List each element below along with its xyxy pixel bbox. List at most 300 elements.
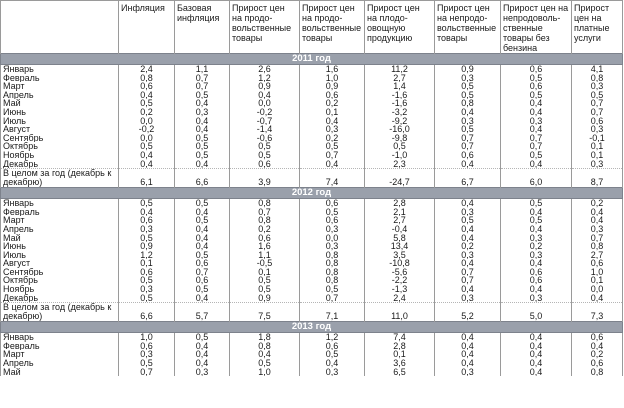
month-cell: Январь [1, 333, 119, 342]
year-header-row [1, 54, 623, 65]
month-cell: Апрель [1, 225, 119, 234]
value-cell: 0,2 [572, 350, 623, 359]
total-value-cell: 5,2 [435, 303, 501, 322]
value-cell: 2,4 [365, 294, 435, 303]
value-cell: 0,2 [300, 99, 365, 108]
total-value-cell: 6,6 [119, 303, 175, 322]
table-row [1, 125, 623, 134]
value-cell: 0,5 [501, 91, 572, 100]
value-cell: 0,6 [230, 160, 300, 169]
month-cell: Март [1, 350, 119, 359]
value-cell: 0,3 [119, 285, 175, 294]
total-label-cell: В целом за год (декабрь к декабрю) [1, 303, 119, 322]
value-cell: -0,1 [572, 134, 623, 143]
total-value-cell: 6,7 [435, 169, 501, 188]
value-cell: 0,3 [300, 368, 365, 377]
value-cell: 0,4 [501, 368, 572, 377]
total-value-cell: 7,4 [300, 169, 365, 188]
value-cell: 0,4 [119, 151, 175, 160]
month-cell: Январь [1, 65, 119, 74]
value-cell: 0,4 [501, 333, 572, 342]
value-cell: 0,4 [435, 285, 501, 294]
value-cell: 0,5 [230, 359, 300, 368]
value-cell: 0,3 [572, 125, 623, 134]
table-row [1, 134, 623, 143]
value-cell: 0,4 [572, 294, 623, 303]
value-cell: 0,6 [230, 234, 300, 243]
header-nonfood-goods: Прирост цен на непродо-вольственные товары [435, 1, 501, 54]
total-value-cell: 8,7 [572, 169, 623, 188]
value-cell: 1,4 [365, 82, 435, 91]
month-cell: Март [1, 216, 119, 225]
table-row [1, 216, 623, 225]
value-cell: 0,4 [435, 160, 501, 169]
value-cell: 0,4 [501, 285, 572, 294]
value-cell: 0,4 [230, 91, 300, 100]
value-cell: 0,5 [175, 91, 230, 100]
value-cell: 0,4 [175, 125, 230, 134]
table-row [1, 294, 623, 303]
total-value-cell: -24,7 [365, 169, 435, 188]
value-cell: 0,5 [175, 285, 230, 294]
value-cell: 0,3 [572, 160, 623, 169]
table-row [1, 151, 623, 160]
value-cell: 0,6 [572, 359, 623, 368]
value-cell: 0,1 [572, 151, 623, 160]
value-cell: 0,6 [119, 268, 175, 277]
value-cell: 3,6 [365, 359, 435, 368]
value-cell: -16,0 [365, 125, 435, 134]
value-cell: 0,4 [501, 125, 572, 134]
header-fruit-veg: Прирост цен на плодо-овощную продукцию [365, 1, 435, 54]
value-cell: 0,7 [572, 234, 623, 243]
value-cell: 0,0 [230, 99, 300, 108]
month-cell: Сентябрь [1, 134, 119, 143]
month-cell: Май [1, 368, 119, 377]
value-cell: -0,6 [230, 134, 300, 143]
value-cell: 0,4 [501, 225, 572, 234]
header-inflation: Инфляция [119, 1, 175, 54]
value-cell: 13,4 [365, 242, 435, 251]
value-cell: 0,4 [435, 225, 501, 234]
value-cell: 5,8 [365, 234, 435, 243]
value-cell: 0,3 [119, 350, 175, 359]
total-value-cell: 3,9 [230, 169, 300, 188]
value-cell: 0,6 [572, 333, 623, 342]
table-row [1, 350, 623, 359]
value-cell: 0,4 [435, 333, 501, 342]
table-row [1, 368, 623, 377]
value-cell: 0,7 [435, 134, 501, 143]
value-cell: 7,4 [365, 333, 435, 342]
value-cell: 0,5 [175, 251, 230, 260]
value-cell: 0,4 [501, 259, 572, 268]
value-cell: 0,8 [300, 268, 365, 277]
value-cell: -2,2 [365, 276, 435, 285]
value-cell: 0,6 [501, 65, 572, 74]
value-cell: 0,4 [175, 359, 230, 368]
value-cell: -0,7 [230, 117, 300, 126]
value-cell: 0,5 [300, 208, 365, 217]
value-cell: 0,8 [572, 242, 623, 251]
value-cell: 0,5 [119, 142, 175, 151]
value-cell: 0,4 [175, 294, 230, 303]
value-cell: 0,1 [300, 108, 365, 117]
value-cell: 0,8 [230, 216, 300, 225]
value-cell: 0,4 [175, 99, 230, 108]
value-cell: 0,3 [435, 251, 501, 260]
value-cell: -1,3 [365, 285, 435, 294]
value-cell: 0,5 [119, 294, 175, 303]
table-row [1, 234, 623, 243]
value-cell: 0,9 [230, 82, 300, 91]
month-cell: Апрель [1, 359, 119, 368]
value-cell: -5,6 [365, 268, 435, 277]
year-label: 2011 год [1, 54, 623, 65]
value-cell: 0,0 [300, 234, 365, 243]
value-cell: 1,0 [300, 74, 365, 83]
value-cell: 0,4 [300, 359, 365, 368]
value-cell: 1,1 [230, 251, 300, 260]
table-body [1, 54, 623, 377]
total-value-cell: 7,1 [300, 303, 365, 322]
value-cell: 0,4 [175, 160, 230, 169]
header-paid-services: Прирост цен на платные услуги [572, 1, 623, 54]
value-cell: 0,7 [175, 268, 230, 277]
table-row [1, 285, 623, 294]
value-cell: 0,3 [435, 368, 501, 377]
value-cell: 0,5 [501, 216, 572, 225]
value-cell: -10,8 [365, 259, 435, 268]
value-cell: 11,2 [365, 65, 435, 74]
value-cell: 0,9 [435, 65, 501, 74]
total-value-cell: 7,3 [572, 303, 623, 322]
total-value-cell: 11,0 [365, 303, 435, 322]
value-cell: 0,4 [435, 108, 501, 117]
value-cell: 0,4 [175, 225, 230, 234]
value-cell: 0,6 [119, 216, 175, 225]
value-cell: 0,9 [300, 82, 365, 91]
value-cell: 0,5 [119, 359, 175, 368]
value-cell: 0,4 [175, 342, 230, 351]
month-cell: Ноябрь [1, 151, 119, 160]
value-cell: 0,7 [435, 142, 501, 151]
value-cell: 0,7 [119, 368, 175, 377]
value-cell: 0,3 [300, 242, 365, 251]
month-cell: Апрель [1, 91, 119, 100]
month-cell: Январь [1, 199, 119, 208]
month-cell: Август [1, 125, 119, 134]
value-cell: -1,6 [365, 99, 435, 108]
value-cell: -1,6 [365, 91, 435, 100]
value-cell: 0,4 [435, 234, 501, 243]
value-cell: 0,5 [175, 151, 230, 160]
month-cell: Март [1, 82, 119, 91]
month-cell: Июль [1, 117, 119, 126]
value-cell: 0,4 [175, 234, 230, 243]
value-cell: 0,5 [175, 199, 230, 208]
table-row [1, 108, 623, 117]
table-row [1, 199, 623, 208]
value-cell: 0,0 [119, 117, 175, 126]
value-cell: 0,7 [572, 108, 623, 117]
value-cell: 0,6 [501, 82, 572, 91]
value-cell: 0,6 [572, 117, 623, 126]
value-cell: 0,5 [119, 234, 175, 243]
value-cell: 0,4 [119, 91, 175, 100]
value-cell: 0,4 [230, 350, 300, 359]
value-cell: 0,5 [119, 99, 175, 108]
value-cell: 0,1 [572, 142, 623, 151]
value-cell: 0,3 [435, 74, 501, 83]
value-cell: -9,2 [365, 117, 435, 126]
value-cell: 0,3 [119, 225, 175, 234]
value-cell: 0,5 [175, 333, 230, 342]
value-cell: 0,3 [501, 251, 572, 260]
value-cell: 0,5 [435, 91, 501, 100]
table-row [1, 342, 623, 351]
value-cell: 0,4 [435, 350, 501, 359]
value-cell: 6,5 [365, 368, 435, 377]
table-row [1, 99, 623, 108]
value-cell: 0,5 [501, 74, 572, 83]
month-cell: Декабрь [1, 294, 119, 303]
table-row [1, 160, 623, 169]
month-cell: Октябрь [1, 276, 119, 285]
value-cell: 0,3 [300, 225, 365, 234]
month-cell: Май [1, 234, 119, 243]
value-cell: 2,7 [365, 74, 435, 83]
value-cell: 0,5 [300, 350, 365, 359]
value-cell: 0,4 [175, 242, 230, 251]
month-cell: Ноябрь [1, 285, 119, 294]
value-cell: 1,8 [230, 333, 300, 342]
value-cell: 0,7 [435, 268, 501, 277]
value-cell: 0,5 [175, 216, 230, 225]
value-cell: 0,3 [572, 225, 623, 234]
value-cell: 0,4 [119, 208, 175, 217]
total-value-cell: 6,0 [501, 169, 572, 188]
value-cell: 0,4 [572, 216, 623, 225]
value-cell: 0,7 [572, 99, 623, 108]
value-cell: 0,3 [435, 117, 501, 126]
value-cell: -1,4 [230, 125, 300, 134]
value-cell: 0,4 [572, 208, 623, 217]
year-total-row [1, 303, 623, 322]
value-cell: 0,6 [119, 82, 175, 91]
value-cell: 0,6 [572, 259, 623, 268]
value-cell: 0,4 [175, 208, 230, 217]
value-cell: 0,4 [435, 199, 501, 208]
value-cell: 0,8 [300, 259, 365, 268]
value-cell: 0,3 [175, 108, 230, 117]
table-header [1, 1, 623, 54]
value-cell: 1,0 [230, 368, 300, 377]
value-cell: 0,4 [435, 342, 501, 351]
value-cell: 0,2 [300, 134, 365, 143]
table-row [1, 259, 623, 268]
value-cell: 2,8 [365, 342, 435, 351]
table-row [1, 359, 623, 368]
value-cell: 0,3 [435, 294, 501, 303]
value-cell: 0,6 [119, 342, 175, 351]
header-month [1, 1, 119, 54]
table-row [1, 208, 623, 217]
header-base-inflation: Базовая инфляция [175, 1, 230, 54]
header-food-goods: Прирост цен на продо-вольственные товары [230, 1, 300, 54]
value-cell: 0,5 [365, 142, 435, 151]
value-cell: 2,6 [230, 65, 300, 74]
value-cell: 0,7 [501, 134, 572, 143]
value-cell: 0,7 [300, 151, 365, 160]
value-cell: 0,2 [230, 225, 300, 234]
table-row [1, 276, 623, 285]
value-cell: 2,3 [365, 160, 435, 169]
value-cell: 0,3 [572, 82, 623, 91]
value-cell: -0,5 [230, 259, 300, 268]
value-cell: 0,3 [435, 208, 501, 217]
value-cell: 0,3 [175, 368, 230, 377]
total-value-cell: 5,7 [175, 303, 230, 322]
value-cell: 0,1 [365, 350, 435, 359]
value-cell: 3,5 [365, 251, 435, 260]
value-cell: 0,8 [572, 368, 623, 377]
month-cell: Февраль [1, 208, 119, 217]
value-cell: 1,0 [572, 268, 623, 277]
value-cell: 0,4 [435, 259, 501, 268]
table-row [1, 242, 623, 251]
total-value-cell: 7,5 [230, 303, 300, 322]
value-cell: 0,6 [300, 91, 365, 100]
value-cell: 0,4 [501, 208, 572, 217]
header-food-goods-2: Прирост цен на продо-вольственные товары [300, 1, 365, 54]
value-cell: 0,6 [300, 216, 365, 225]
value-cell: -1,0 [365, 151, 435, 160]
value-cell: 0,8 [300, 251, 365, 260]
value-cell: 0,2 [572, 199, 623, 208]
value-cell: 0,8 [230, 199, 300, 208]
table-row [1, 251, 623, 260]
value-cell: 0,6 [501, 268, 572, 277]
table-row [1, 142, 623, 151]
month-cell: Декабрь [1, 160, 119, 169]
month-cell: Июнь [1, 108, 119, 117]
value-cell: 0,3 [300, 125, 365, 134]
value-cell: 0,8 [572, 74, 623, 83]
value-cell: 0,9 [119, 242, 175, 251]
value-cell: 0,1 [572, 276, 623, 285]
header-nonfood-no-fuel: Прирост цен на непродоволь-ственные товары без бензина [501, 1, 572, 54]
value-cell: 0,8 [119, 74, 175, 83]
value-cell: 1,1 [175, 65, 230, 74]
value-cell: 0,9 [230, 294, 300, 303]
value-cell: 0,5 [175, 142, 230, 151]
table-row [1, 225, 623, 234]
total-value-cell: 5,0 [501, 303, 572, 322]
month-cell: Июнь [1, 242, 119, 251]
value-cell: 0,7 [175, 74, 230, 83]
value-cell: 2,1 [365, 208, 435, 217]
table-row [1, 333, 623, 342]
value-cell: 0,2 [435, 242, 501, 251]
month-cell: Февраль [1, 74, 119, 83]
month-cell: Май [1, 99, 119, 108]
value-cell: 4,1 [572, 65, 623, 74]
value-cell: 0,5 [230, 285, 300, 294]
value-cell: 2,7 [572, 251, 623, 260]
value-cell: 0,1 [230, 268, 300, 277]
value-cell: 0,4 [175, 117, 230, 126]
value-cell: 0,5 [175, 134, 230, 143]
value-cell: 0,3 [501, 234, 572, 243]
value-cell: 0,6 [501, 276, 572, 285]
table-row [1, 117, 623, 126]
value-cell: 0,2 [119, 108, 175, 117]
value-cell: 2,4 [119, 65, 175, 74]
value-cell: 0,3 [501, 117, 572, 126]
value-cell: 0,4 [300, 160, 365, 169]
value-cell: 0,5 [435, 125, 501, 134]
year-header-row [1, 322, 623, 333]
table-row [1, 268, 623, 277]
month-cell: Октябрь [1, 142, 119, 151]
year-header-row [1, 188, 623, 199]
month-cell: Сентябрь [1, 268, 119, 277]
value-cell: 0,5 [230, 142, 300, 151]
year-label: 2013 год [1, 322, 623, 333]
year-total-row [1, 169, 623, 188]
value-cell: 2,7 [365, 216, 435, 225]
value-cell: 0,5 [435, 216, 501, 225]
month-cell: Август [1, 259, 119, 268]
value-cell: 0,5 [572, 91, 623, 100]
value-cell: 0,6 [300, 342, 365, 351]
value-cell: 0,4 [435, 359, 501, 368]
value-cell: 0,1 [119, 259, 175, 268]
value-cell: 1,2 [300, 333, 365, 342]
value-cell: 1,2 [230, 74, 300, 83]
header-row [1, 1, 623, 54]
value-cell: 0,5 [119, 276, 175, 285]
total-value-cell: 6,1 [119, 169, 175, 188]
value-cell: 0,4 [501, 359, 572, 368]
value-cell: 1,0 [119, 333, 175, 342]
value-cell: 0,4 [501, 99, 572, 108]
total-label-cell: В целом за год (декабрь к декабрю) [1, 169, 119, 188]
value-cell: -0,2 [230, 108, 300, 117]
value-cell: 0,7 [435, 276, 501, 285]
value-cell: 0,7 [230, 208, 300, 217]
value-cell: 0,0 [119, 134, 175, 143]
month-cell: Июль [1, 251, 119, 260]
value-cell: 0,5 [501, 199, 572, 208]
value-cell: 0,7 [175, 82, 230, 91]
month-cell: Февраль [1, 342, 119, 351]
value-cell: 2,8 [365, 199, 435, 208]
table-row [1, 74, 623, 83]
value-cell: 0,5 [119, 199, 175, 208]
value-cell: -0,2 [119, 125, 175, 134]
value-cell: -3,2 [365, 108, 435, 117]
value-cell: 0,5 [501, 151, 572, 160]
value-cell: -0,4 [365, 225, 435, 234]
value-cell: 0,0 [572, 285, 623, 294]
value-cell: 0,5 [435, 82, 501, 91]
value-cell: -9,8 [365, 134, 435, 143]
value-cell: 0,7 [501, 142, 572, 151]
total-value-cell: 6,6 [175, 169, 230, 188]
table-row [1, 91, 623, 100]
